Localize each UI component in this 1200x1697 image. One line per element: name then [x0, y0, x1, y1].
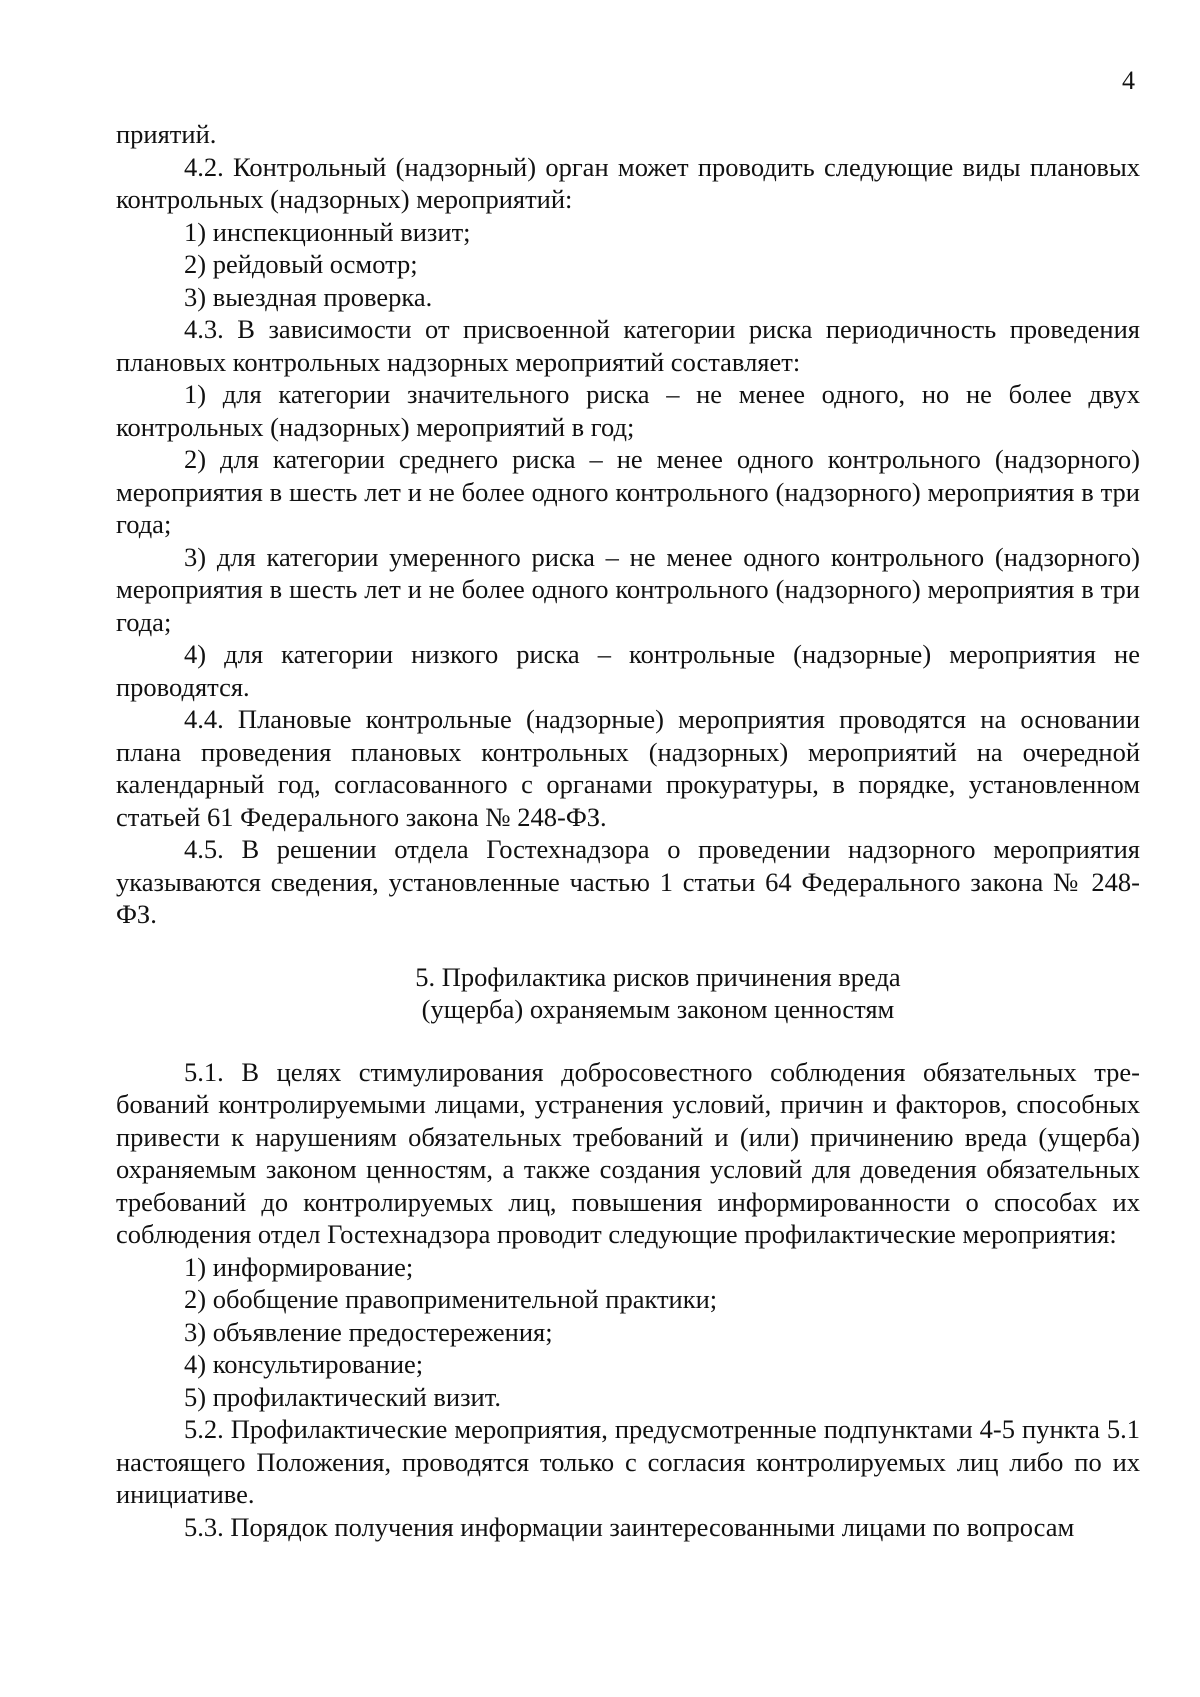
list-item: 5) профилактический визит. [184, 1381, 501, 1412]
paragraph-5-1: 5.1. В целях стимулирования добросовестного соблюдения обязательных требований контролируемыми лицами, устранения условий, причин и факторов, способных привести к нарушениям обязательных требований и (или) причинению вреда (ущерба) охраняемым законом ценностям, а также создания условий для доведения обязательных требований до контролируемых лиц, повышения информированности о способах их соблюдения отдел Гостехнадзора проводит следующие профилактические мероприятия: [116, 1056, 1140, 1249]
list-item: 1) инспекционный визит; [184, 216, 471, 247]
paragraph-4-5: 4.5. В решении отдела Гостехнадзора о проведении надзорного мероприятия указываются сведения, установленные частью 1 статьи 64 Федерального закона № 248-ФЗ. [116, 834, 1140, 929]
paragraph-continuation: приятий. [116, 119, 217, 149]
list-item: 3) выездная проверка. [184, 281, 433, 312]
list-item: 1) информирование; [184, 1251, 414, 1282]
list-item: 2) рейдовый осмотр; [184, 249, 418, 279]
paragraph-5-2: 5.2. Профилактические мероприятия, предусмотренные подпунктами 4-5 пункта 5.1 настоящего Положения, проводятся только с согласия контролируемых лиц либо по их инициативе. [116, 1414, 1140, 1509]
section-title-line: 5. Профилактика рисков причинения вреда [415, 961, 901, 992]
section-title-line: (ущерба) охраняемым законом ценностям [421, 994, 895, 1024]
paragraph-5-3: 5.3. Порядок получения информации заинтересованными лицами по вопросам [184, 1511, 1075, 1542]
list-item: 2) обобщение правоприменительной практики; [184, 1284, 718, 1314]
list-item: 4) для категории низкого риска – контрольные (надзорные) мероприятия не проводятся. [116, 639, 1140, 702]
paragraph-4-4: 4.4. Плановые контрольные (надзорные) мероприятия проводятся на основании плана проведения плановых контрольных (надзорных) мероприятий на очередной календарный год, согласованного с органами прокуратуры, в порядке, установленном статьей 61 Федерального закона № 248-ФЗ. [116, 704, 1140, 832]
list-item: 2) для категории среднего риска – не менее одного контрольного (надзорного) мероприятия в шесть лет и не более одного контрольного (надзорного) мероприятия в три года; [116, 444, 1140, 539]
list-item: 1) для категории значительного риска – не менее одного, но не более двух контрольных (надзорных) мероприятий в год; [116, 379, 1140, 442]
page-number: 4 [1122, 66, 1135, 95]
list-item: 3) для категории умеренного риска – не менее одного контрольного (надзорного) мероприятия в шесть лет и не более одного контрольного (надзорного) мероприятия в три года; [116, 541, 1140, 637]
list-item: 3) объявление предостережения; [184, 1316, 553, 1347]
paragraph-4-3: 4.3. В зависимости от присвоенной категории риска периодичность проведения плановых контрольных надзорных мероприятий составляет: [116, 314, 1140, 377]
list-item: 4) консультирование; [184, 1349, 424, 1379]
document-body [116, 118, 1140, 1543]
section-title [116, 961, 1140, 1026]
paragraph-4-2: 4.2. Контрольный (надзорный) орган может проводить следующие виды плановых контрольных (надзорных) мероприятий: [116, 151, 1140, 214]
